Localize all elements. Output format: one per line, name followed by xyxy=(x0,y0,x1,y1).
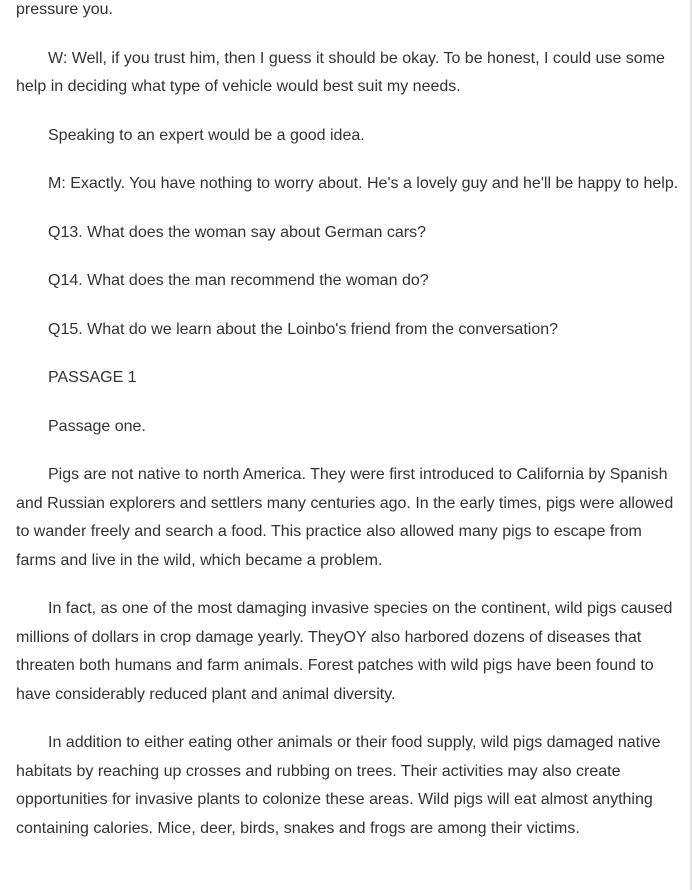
question-14: Q14. What does the man recommend the woman do? xyxy=(48,272,429,289)
passage-heading: PASSAGE 1 xyxy=(48,369,137,386)
dialogue-expert: Speaking to an expert would be a good idea. xyxy=(48,126,365,144)
paragraph-continuation: pressure you. xyxy=(16,1,113,18)
passage-paragraph-2: In fact, as one of the most damaging invasive species on the continent, wild pigs caused millions of dollars in crop damage yearly. TheyOY also harbored dozens of diseases that threaten both humans and farm animals. Forest patches with wild pigs have been found to have considerably reduced plant and animal diversity. xyxy=(16,600,673,703)
dialogue-woman-trust: W: Well, if you trust him, then I guess it should be okay. To be honest, I could use some help in deciding what type of vehicle would best suit my needs. xyxy=(16,49,665,95)
passage-paragraph-3: In addition to either eating other animals or their food supply, wild pigs damaged native habitats by reaching up crosses and rubbing on trees. Their activities may also create opportunities for invasive plants to colonize these areas. Wild pigs will eat almost anything containing calories. Mice, deer, birds, snakes and frogs are among their victims. xyxy=(16,734,661,837)
question-13: Q13. What does the woman say about German cars? xyxy=(48,223,426,241)
question-15: Q15. What do we learn about the Loinbo's friend from the conversation? xyxy=(48,320,559,338)
passage-paragraph-1: Pigs are not native to north America. They were first introduced to California by Spanish and Russian explorers and settlers many centuries ago. In the early times, pigs were allowed to wander freely and search a food. This practice also allowed many pigs to escape from farms and live in the wild, which became a problem. xyxy=(16,466,674,569)
dialogue-man-exactly: M: Exactly. You have nothing to worry about. He's a lovely guy and he'll be happy to help. xyxy=(48,175,679,192)
passage-intro: Passage one. xyxy=(48,417,146,435)
article-body xyxy=(16,0,680,863)
